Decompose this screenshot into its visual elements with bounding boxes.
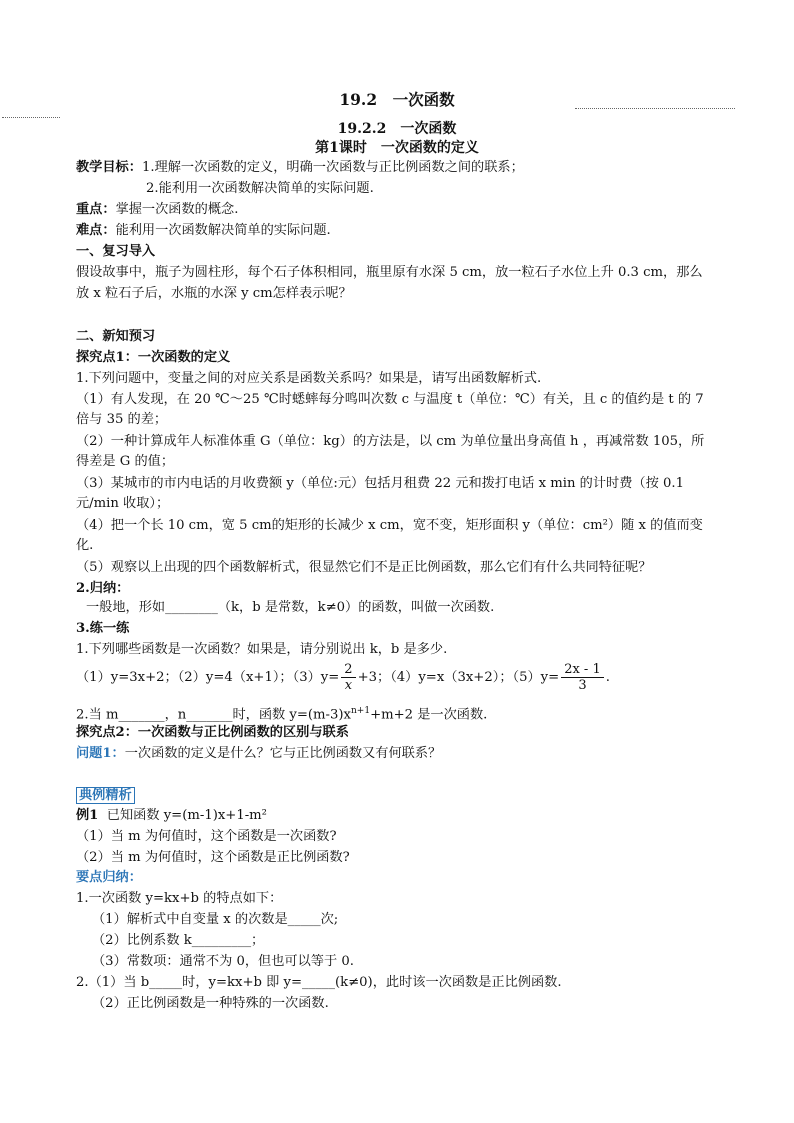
key-label: 重点： xyxy=(76,202,116,217)
teaching-goals-line1 xyxy=(76,158,524,177)
question-2-text: 2.当 m_______，n_______时，函数 y=(m-3)x xyxy=(76,707,351,723)
example-box-label: 典例精析 xyxy=(76,787,135,804)
induction-label: 2.归纳： xyxy=(76,581,130,596)
typical-example-heading xyxy=(76,786,135,805)
fraction-numerator: 2x - 1 xyxy=(561,662,604,678)
question-1-1-line2: 倍与 35 的差； xyxy=(76,412,168,427)
fraction-denominator: 3 xyxy=(578,678,587,693)
functions-part-c: . xyxy=(605,670,610,685)
induction-text: 一般地，形如________（k，b 是常数，k≠0）的函数，叫做一次函数. xyxy=(86,600,495,615)
question-1: 1.下列问题中，变量之间的对应关系是函数关系吗？如果是，请写出函数解析式. xyxy=(76,371,542,386)
question-1-3-line2: 元/min 收取）； xyxy=(76,496,170,511)
practice-functions-line xyxy=(76,661,610,695)
fraction-denominator: x xyxy=(344,678,353,693)
question-1-2-line2: 得差是 G 的值； xyxy=(76,454,175,469)
practice-question-1: 1.下列哪些函数是一次函数？如果是，请分别说出 k，b 是多少. xyxy=(76,642,448,657)
example-1-part-1: （1）当 m 为何值时，这个函数是一次函数? xyxy=(76,829,337,844)
practice-question-2 xyxy=(76,702,487,724)
key-summary-heading: 要点归纳： xyxy=(76,870,142,885)
key-text: 掌握一次函数的概念. xyxy=(115,202,239,217)
summary-1: 1.一次函数 y=kx+b 的特点如下： xyxy=(76,891,283,906)
key-point-line xyxy=(76,200,238,219)
page-title: 19.2 一次函数 xyxy=(339,90,455,109)
fraction-2x-1-over-3 xyxy=(561,662,604,693)
question-2-tail: +m+2 是一次函数. xyxy=(370,707,488,723)
goal-1: 1.理解一次函数的定义，明确一次函数与正比例函数之间的联系； xyxy=(141,160,524,175)
question-1-5: （5）观察以上出现的四个函数解析式，很显然它们不是正比例函数，那么它们有什么共同特征呢？ xyxy=(76,560,652,575)
summary-1-3: （3）常数项：通常不为 0，但也可以等于 0. xyxy=(92,954,354,969)
goals-label: 教学目标： xyxy=(76,160,142,175)
difficulty-label: 难点： xyxy=(76,223,116,238)
functions-part-a: （1）y=3x+2；（2）y=4（x+1）；（3）y= xyxy=(76,670,340,685)
problem-label: 问题1： xyxy=(76,746,125,761)
explore-point-2-heading: 探究点2：一次函数与正比例函数的区别与联系 xyxy=(76,725,349,740)
summary-1-1: （1）解析式中自变量 x 的次数是_____次; xyxy=(92,912,339,927)
question-1-4-line2: 化. xyxy=(76,538,94,553)
functions-part-b: +3；（4）y=x（3x+2）；（5）y= xyxy=(357,670,560,685)
teaching-goals-line2: 2.能利用一次函数解决简单的实际问题. xyxy=(146,181,374,196)
practice-heading: 3.练一练 xyxy=(76,621,130,636)
difficulty-text: 能利用一次函数解决简单的实际问题. xyxy=(115,223,331,238)
example-1-part-2: （2）当 m 为何值时，这个函数是正比例函数? xyxy=(76,850,350,865)
example-label: 例1 xyxy=(76,808,99,823)
review-text-line1: 假设故事中，瓶子为圆柱形，每个石子体积相同，瓶里原有水深 5 cm，放一粒石子水位上升 0.3 cm，那么 xyxy=(76,265,703,280)
example-text: 已知函数 y=(m-1)x+1-m² xyxy=(106,808,267,823)
question-1-4-line1: （4）把一个长 10 cm，宽 5 cm的矩形的长减少 x cm，宽不变，矩形面积 y（单位：cm²）随 x 的值而变 xyxy=(76,518,703,533)
explore-point-1-heading: 探究点1：一次函数的定义 xyxy=(76,350,231,365)
difficulty-line xyxy=(76,221,331,240)
problem-text: 一次函数的定义是什么？它与正比例函数又有何联系？ xyxy=(124,746,442,761)
example-1-line xyxy=(76,806,267,825)
section-preview-heading: 二、新知预习 xyxy=(76,329,156,344)
question-1-2-line1: （2）一种计算成年人标准体重 G（单位：kg）的方法是，以 cm 为单位量出身高值 h ，再减常数 105，所 xyxy=(76,434,705,449)
summary-2-2: （2）正比例函数是一种特殊的一次函数. xyxy=(92,996,329,1011)
fraction-2-over-x xyxy=(341,662,355,693)
section-review-heading: 一、复习导入 xyxy=(76,244,156,259)
review-text-line2: 放 x 粒石子后，水瓶的水深 y cm怎样表示呢？ xyxy=(76,286,352,301)
question-1-1-line1: （1）有人发现，在 20 ℃～25 ℃时蟋蟀每分鸣叫次数 c 与温度 t（单位：℃）有关，且 c 的值约是 t 的 7 xyxy=(76,392,704,407)
summary-1-2: （2）比例系数 k_________； xyxy=(92,933,265,948)
problem-1-line xyxy=(76,744,441,763)
lesson-title: 第1课时 一次函数的定义 xyxy=(315,140,479,156)
fraction-numerator: 2 xyxy=(341,662,355,678)
summary-2-1: 2.（1）当 b_____时，y=kx+b 即 y=_____(k≠0)，此时该一次函数是正比例函数. xyxy=(76,975,562,990)
question-1-3-line1: （3）某城市的市内电话的月收费额 y（单位:元）包括月租费 22 元和拨打电话 x min 的计时费（按 0.1 xyxy=(76,476,684,491)
exponent: n+1 xyxy=(350,706,371,716)
section-subtitle: 19.2.2 一次函数 xyxy=(337,121,457,137)
